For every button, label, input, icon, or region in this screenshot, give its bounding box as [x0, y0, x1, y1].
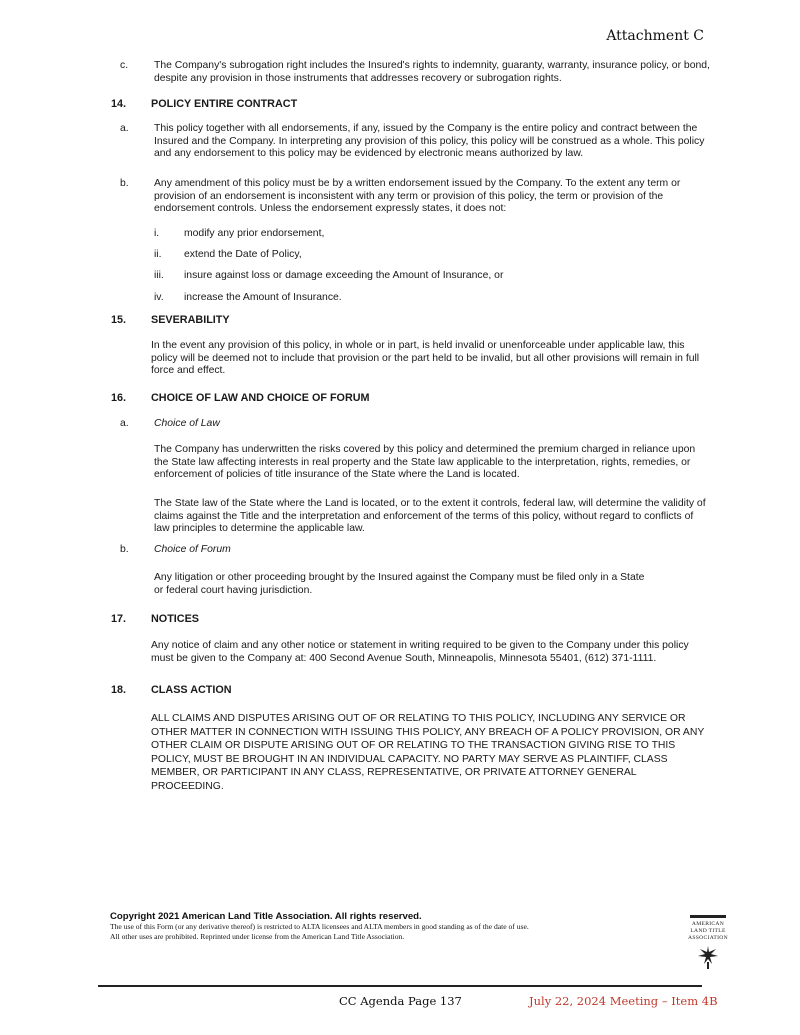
- logo-line-2: LAND TITLE: [690, 928, 726, 934]
- sub-iv-text: increase the Amount of Insurance.: [184, 292, 342, 303]
- choice-of-forum-p1: Any litigation or other proceeding brought by the Insured against the Company must be filed only in a State or federal court having jurisdiction.: [154, 572, 645, 596]
- logo-line-3: ASSOCIATION: [688, 935, 728, 941]
- section-18-text: ALL CLAIMS AND DISPUTES ARISING OUT OF OR RELATING TO THIS POLICY, INCLUDING ANY SERVICE OR OTHER MATTER IN CONNECTION WITH ISSUING THIS POLICY, ANY BREACH OF A POLICY PROVISION, OR ANY OTHER CLAIM OR DISPUTE ARISING OUT OF OR RELATING TO THE TRANSACTION GIVING RISE TO THIS POLICY, MUST BE BROUGHT IN AN INDIVIDUAL CAPACITY. NO PARTY MAY SERVE AS PLAINTIFF, CLASS MEMBER, OR PARTICIPANT IN ANY CLASS, REPRESENTATIVE, OR PRIVATE ATTORNEY GENERAL PROCEEDING.: [151, 713, 705, 792]
- choice-of-law-p1: The Company has underwritten the risks covered by this policy and determined the premium charged in reliance upon the State law affecting interests in real property and the State law applicable to the interpretation, rights, remedies, or enforcement of policies of title insurance of the State where the Land is located.: [154, 444, 696, 481]
- section-16-heading: [111, 392, 370, 404]
- section-16-number: 16.: [111, 392, 127, 404]
- section-16-b-label: b.: [120, 544, 129, 555]
- section-16-a-label: a.: [120, 418, 129, 429]
- section-16-title: CHOICE OF LAW AND CHOICE OF FORUM: [151, 392, 370, 404]
- eagle-icon: [696, 944, 720, 970]
- section-17-number: 17.: [111, 613, 127, 625]
- section-14-item-a: [120, 123, 710, 175]
- section-14-title: POLICY ENTIRE CONTRACT: [151, 98, 298, 110]
- sub-i-text: modify any prior endorsement,: [184, 228, 325, 239]
- section-18-title: CLASS ACTION: [151, 684, 232, 696]
- copyright-line-2: All other uses are prohibited. Reprinted under license from the American Land Title Association.: [110, 932, 405, 941]
- alta-logo: [688, 915, 728, 973]
- item-c-text: The Company's subrogation right includes the Insured's rights to indemnity, guaranty, warranty, insurance policy, or bond, despite any provision in those instruments that addresses recovery or subrogation rights.: [154, 60, 710, 84]
- meeting-item-label: July 22, 2024 Meeting – Item 4B: [529, 994, 718, 1008]
- section-14-item-b: [120, 178, 710, 218]
- section-17-heading: [111, 613, 199, 625]
- item-c-label: c.: [120, 60, 129, 71]
- section-17-title: NOTICES: [151, 613, 199, 625]
- logo-bar: [690, 915, 726, 918]
- choice-of-law-title: Choice of Law: [154, 418, 220, 429]
- choice-of-forum-title: Choice of Forum: [154, 544, 231, 555]
- section-15-text: In the event any provision of this policy, in whole or in part, is held invalid or unenforceable under applicable law, this policy will be deemed not to include that provision or the part held to be invalid, but all other provisions will remain in full force and effect.: [151, 340, 700, 377]
- section-15-heading: [111, 314, 230, 326]
- section-17-text: Any notice of claim and any other notice or statement in writing required to be given to the Company under this policy must be given to the Company at: 400 Second Avenue South, Minneapolis, Minnesota 55401, (612) 371-1111.: [151, 640, 689, 664]
- copyright-line-1: The use of this Form (or any derivative thereof) is restricted to ALTA licensees and ALTA members in good standing as of the date of use.: [110, 922, 529, 931]
- copyright-heading: Copyright 2021 American Land Title Association. All rights reserved.: [110, 911, 422, 922]
- sub-iv-label: iv.: [154, 292, 164, 303]
- logo-line-1: AMERICAN: [691, 921, 725, 927]
- section-14-b-text: Any amendment of this policy must be by a written endorsement issued by the Company. To the extent any term or provision of an endorsement is inconsistent with any term or provision of this policy, the term or provision of the endorsement controls. Unless the endorsement expressly states, it does not:: [154, 178, 681, 215]
- footer-rule: [98, 985, 702, 987]
- sub-i-label: i.: [154, 228, 160, 239]
- section-18-number: 18.: [111, 684, 127, 696]
- section-18-heading: [111, 684, 232, 696]
- section-15-title: SEVERABILITY: [151, 314, 230, 326]
- sub-iii-label: iii.: [154, 270, 164, 281]
- section-14-a-label: a.: [120, 123, 129, 134]
- section-14-a-text: This policy together with all endorsements, if any, issued by the Company is the entire policy and contract between the Insured and the Company. In interpreting any provision of this policy, this policy will be construed as a whole. This policy and any endorsement to this policy may be evidenced by electronic means authorized by law.: [154, 123, 705, 160]
- section-14-b-label: b.: [120, 178, 129, 189]
- section-14-heading: [111, 98, 297, 110]
- section-14-number: 14.: [111, 98, 127, 110]
- sub-iii-text: insure against loss or damage exceeding the Amount of Insurance, or: [184, 270, 504, 281]
- sub-ii-label: ii.: [154, 249, 162, 260]
- item-c: [120, 60, 710, 90]
- section-15-number: 15.: [111, 314, 127, 326]
- copyright-block: [110, 911, 529, 942]
- attachment-label: Attachment C: [606, 28, 704, 44]
- choice-of-law-p2: The State law of the State where the Land is located, or to the extent it controls, federal law, will determine the validity of claims against the Title and the interpretation and enforcement of the terms of this policy, without regard to conflicts of law principles to determine the applicable law.: [154, 498, 706, 535]
- sub-ii-text: extend the Date of Policy,: [184, 249, 302, 260]
- agenda-page-number: CC Agenda Page 137: [339, 994, 462, 1008]
